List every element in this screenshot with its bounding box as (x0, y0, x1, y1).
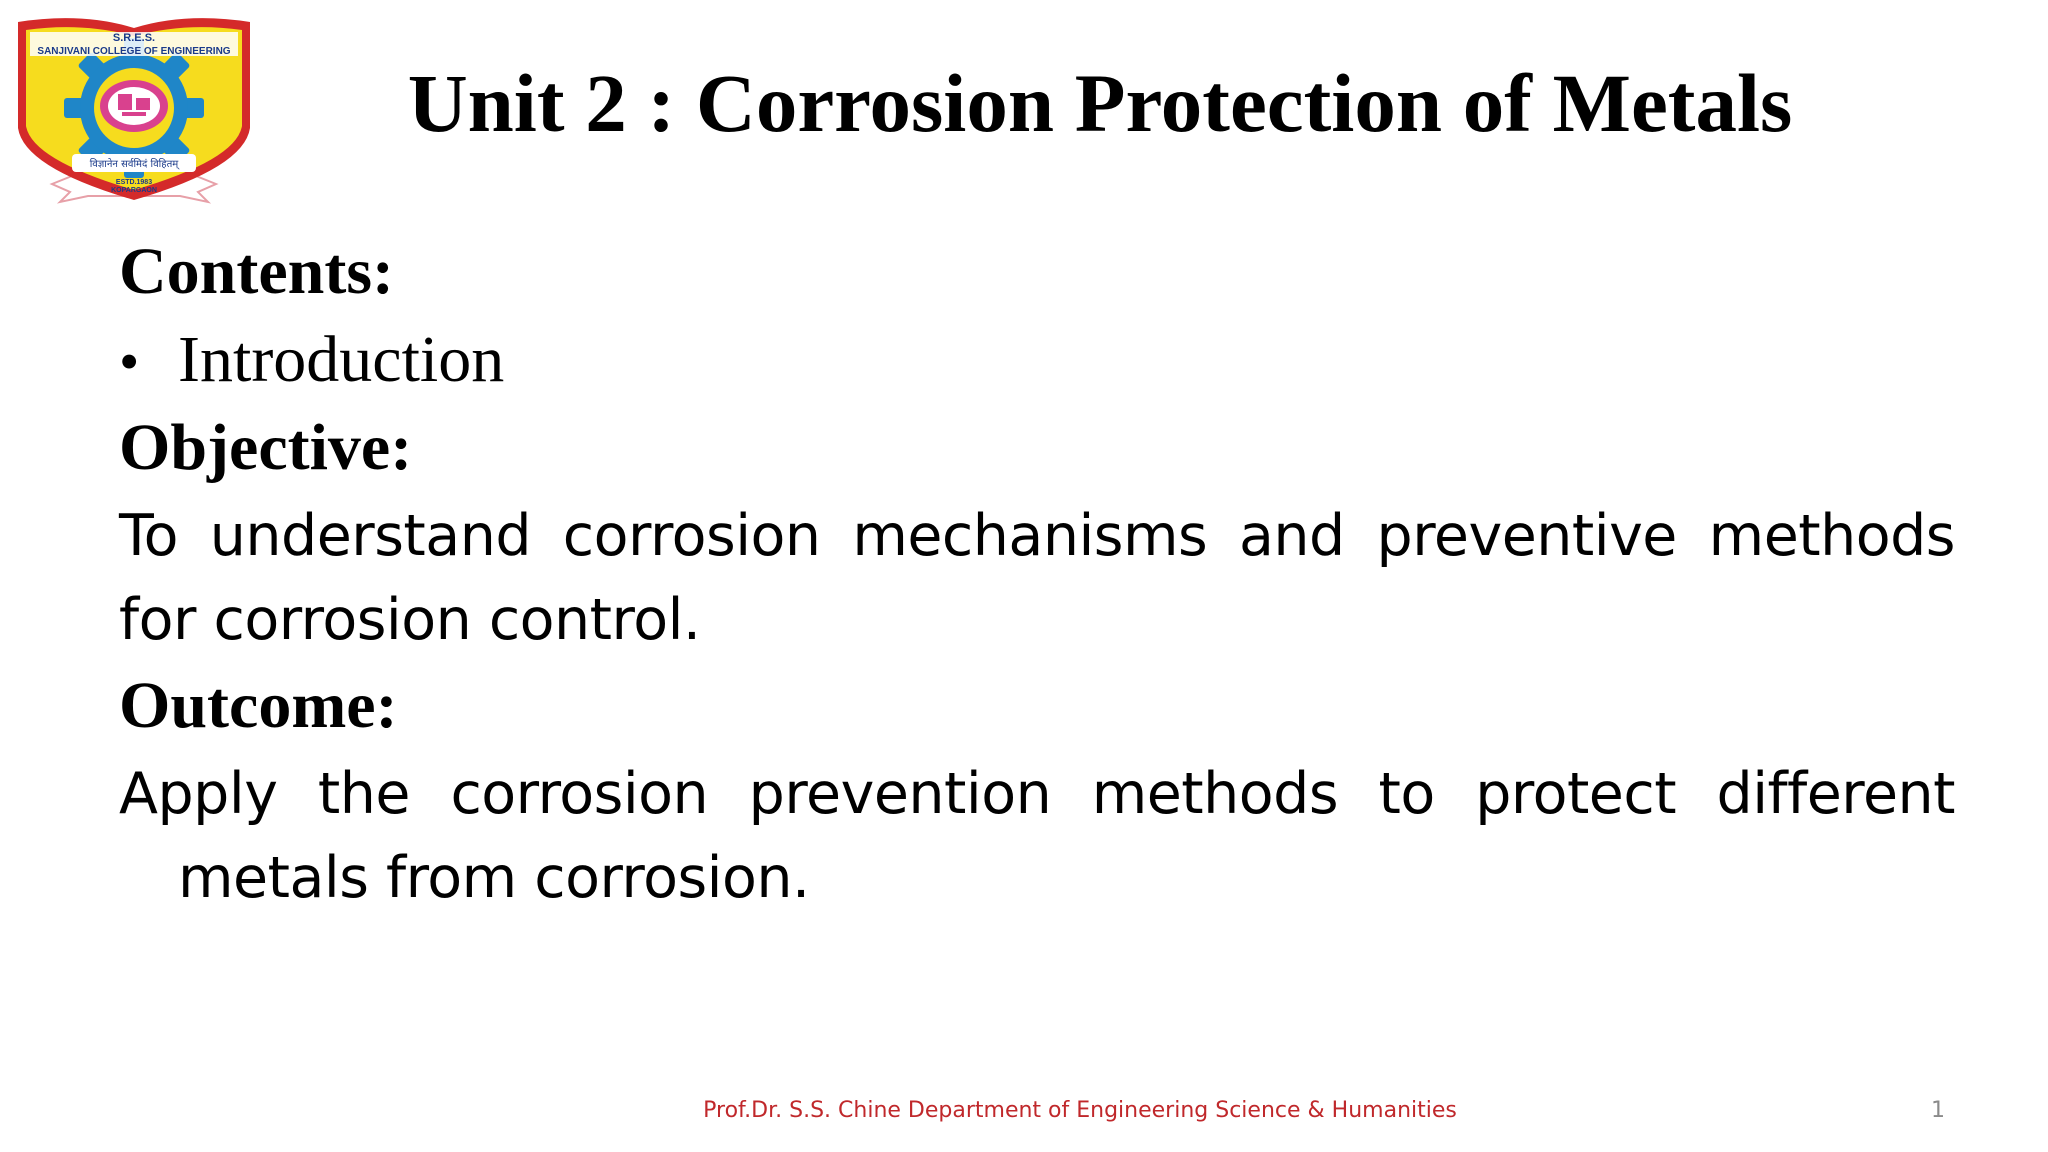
page-number: 1 (1931, 1098, 1945, 1123)
college-logo (12, 8, 256, 208)
contents-list-item (119, 318, 1955, 404)
bullet-icon: • (119, 329, 140, 394)
slide-title: Unit 2 : Corrosion Protection of Metals (407, 57, 1793, 149)
slide-body (119, 232, 1955, 924)
svg-text:SANJIVANI COLLEGE OF ENGINEERI: SANJIVANI COLLEGE OF ENGINEERING (37, 46, 231, 57)
slide-footer: Prof.Dr. S.S. Chine Department of Engineering Science & Humanities (703, 1098, 1457, 1123)
contents-heading: Contents: (119, 235, 394, 308)
svg-text:S.R.E.S.: S.R.E.S. (112, 32, 156, 44)
svg-text:ESTD.1983: ESTD.1983 (115, 179, 153, 186)
college-logo-emblem (12, 8, 256, 208)
outcome-heading: Outcome: (119, 669, 398, 742)
outcome-text: Apply the corrosion prevention methods to protect different metals from corrosion. (119, 761, 1955, 911)
svg-text:KOPARGAON: KOPARGAON (111, 187, 157, 194)
contents-item-label: Introduction (178, 323, 505, 396)
svg-text:विज्ञानेन सर्वमिदं विहितम्: विज्ञानेन सर्वमिदं विहितम् (89, 159, 179, 170)
objective-text: To understand corrosion mechanisms and preventive methods for corrosion control. (119, 503, 1955, 653)
objective-heading: Objective: (119, 411, 413, 484)
